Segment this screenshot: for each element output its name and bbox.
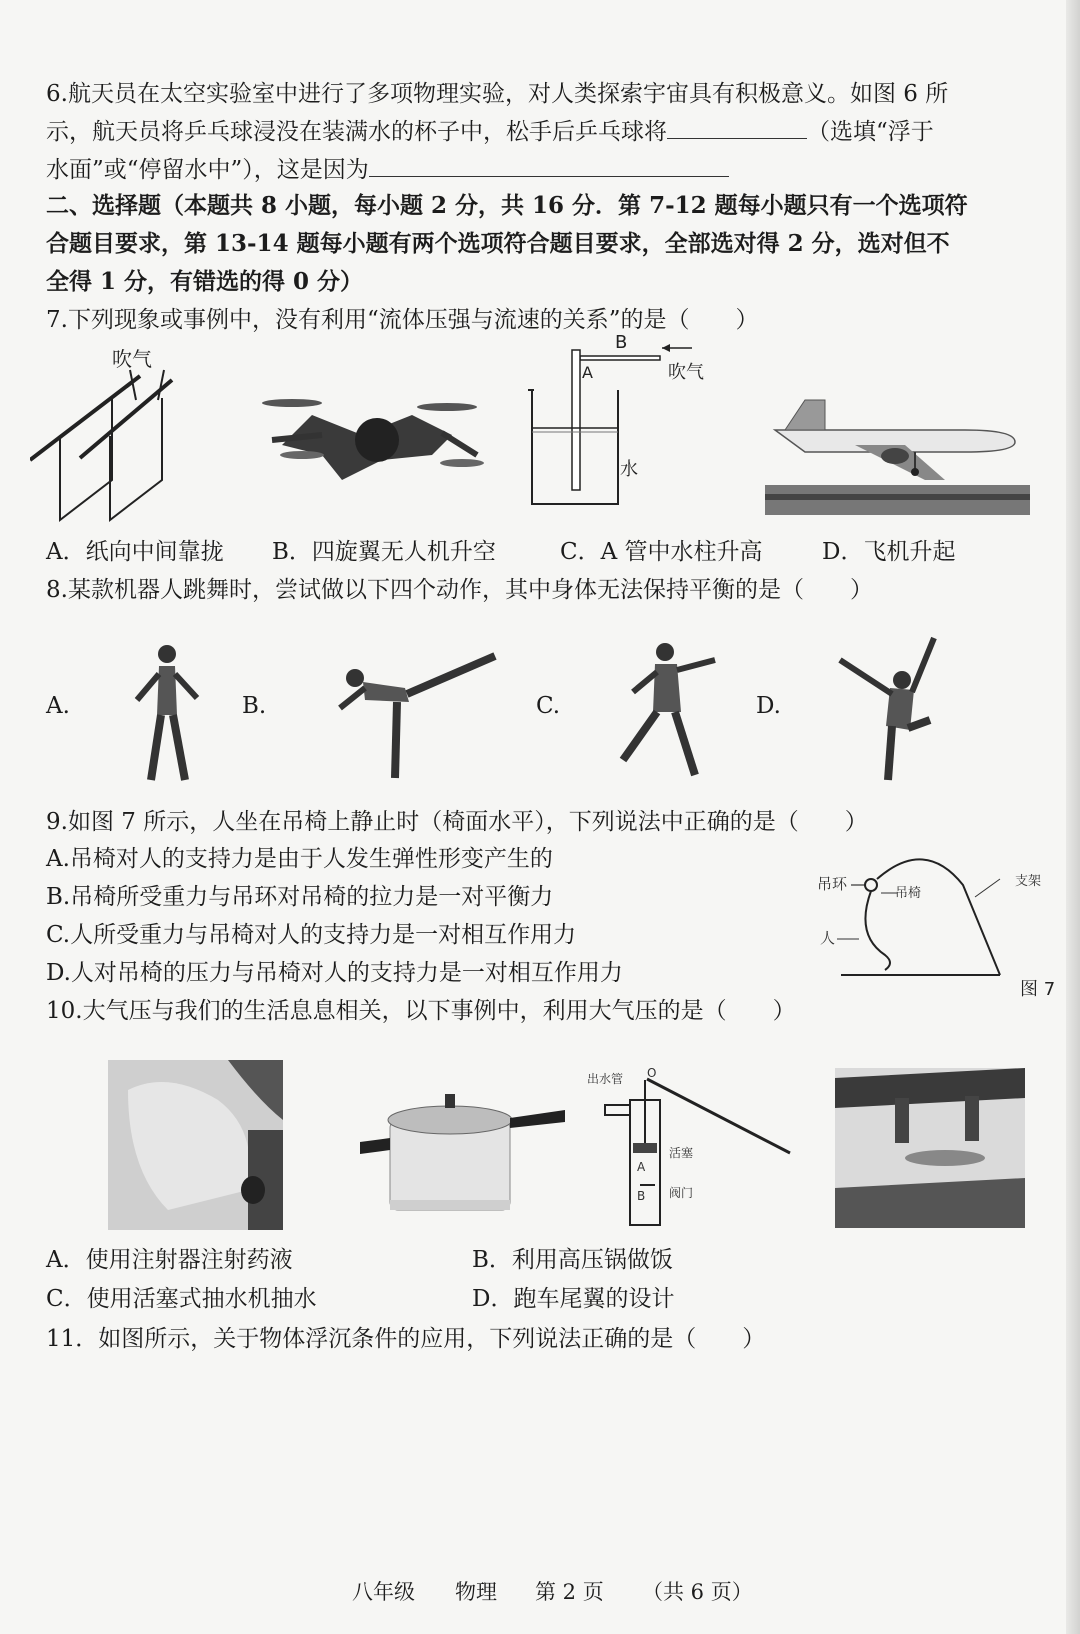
q10-option-b[interactable]: B．利用高压锅做饭	[472, 1247, 673, 1273]
q6-blank2[interactable]	[369, 158, 729, 177]
q10-stem: 10.大气压与我们的生活息息相关，以下事例中，利用大气压的是（ ）	[46, 998, 796, 1024]
q10-diagram-piston-pump	[585, 1065, 810, 1230]
q8-label-b[interactable]: B.	[242, 693, 267, 719]
q10-photo-pressure-cooker	[360, 1080, 565, 1225]
q10-option-a[interactable]: A．使用注射器注射药液	[46, 1247, 293, 1273]
q10-pump-label-b: B	[637, 1189, 646, 1203]
q7-fig-c-label-water: 水	[620, 459, 638, 480]
q9-option-c[interactable]: C.人所受重力与吊椅对人的支持力是一对相互作用力	[46, 922, 577, 948]
footer-grade: 八年级	[352, 1580, 415, 1604]
q7-option-a[interactable]: A．纸向中间靠拢	[46, 539, 224, 565]
q9-fig-label-chair: 吊椅	[895, 886, 922, 901]
q9-fig-label-person: 人	[820, 929, 836, 947]
q7-figure-beaker	[520, 330, 735, 530]
q6-line2	[46, 118, 934, 146]
q10-pump-label-a: A	[637, 1160, 646, 1174]
q6-line2-tail: （选填“浮于	[807, 119, 934, 145]
q7-stem: 7.下列现象或事例中，没有利用“流体压强与流速的关系”的是（ ）	[46, 307, 759, 333]
q10-pump-label-piston: 活塞	[669, 1146, 694, 1160]
q9-option-a[interactable]: A.吊椅对人的支持力是由于人发生弹性形变产生的	[46, 846, 553, 872]
section2-line3: 全得 1 分，有错选的得 0 分）	[46, 268, 364, 295]
q9-fig-label-ring: 吊环	[817, 875, 848, 893]
q9-figure-hanging-chair	[815, 845, 1060, 1005]
q10-photo-car-spoiler	[835, 1068, 1025, 1228]
q7-fig-c-label-b: B	[615, 332, 628, 353]
section2-line1: 二、选择题（本题共 8 小题，每小题 2 分，共 16 分．第 7-12 题每小题只有一个选项符	[46, 192, 968, 219]
q7-figure-paper	[30, 340, 200, 530]
q7-figure-airplane	[765, 390, 1035, 525]
section2-line2: 合题目要求，第 13-14 题每小题有两个选项符合题目要求，全部选对得 2 分，选对但不	[46, 230, 950, 257]
q11-stem: 11．如图所示，关于物体浮沉条件的应用，下列说法正确的是（ ）	[46, 1326, 766, 1352]
q10-pump-label-o: O	[647, 1066, 657, 1080]
q7-option-d[interactable]: D．飞机升起	[822, 539, 956, 565]
footer-subject: 物理	[455, 1580, 497, 1604]
q8-robot-b	[325, 648, 505, 788]
q6-line3	[46, 156, 729, 184]
q10-photo-syringe	[108, 1060, 283, 1230]
q9-fig-label-bracket: 支架	[1015, 874, 1042, 889]
q7-option-c[interactable]: C．A 管中水柱升高	[560, 539, 763, 565]
q7-fig-c-label-blow: 吹气	[668, 362, 704, 383]
q10-option-d[interactable]: D．跑车尾翼的设计	[472, 1286, 675, 1312]
q8-robot-d	[830, 630, 950, 790]
q9-option-b[interactable]: B.吊椅所受重力与吊环对吊椅的拉力是一对平衡力	[46, 884, 554, 910]
q6-blank1[interactable]	[667, 120, 807, 139]
q8-label-a[interactable]: A.	[46, 693, 70, 719]
q8-label-d[interactable]: D.	[756, 693, 781, 719]
q6-line1: 6.航天员在太空实验室中进行了多项物理实验，对人类探索宇宙具有积极意义。如图 6 所	[46, 81, 949, 107]
q8-stem: 8.某款机器人跳舞时，尝试做以下四个动作，其中身体无法保持平衡的是（ ）	[46, 577, 873, 603]
q8-label-c[interactable]: C.	[536, 693, 561, 719]
footer-page: 第 2 页	[535, 1580, 604, 1604]
q6-line2-text: 示，航天员将乒乓球浸没在装满水的杯子中，松手后乒乓球将	[46, 119, 667, 145]
page-edge-shadow	[1066, 0, 1080, 1634]
q9-option-d[interactable]: D.人对吊椅的压力与吊椅对人的支持力是一对相互作用力	[46, 960, 623, 986]
q9-fig-caption: 图 7	[1020, 979, 1056, 1000]
q10-pump-label-valve: 阀门	[669, 1186, 694, 1200]
q10-pump-label-outlet: 出水管	[587, 1072, 624, 1086]
q7-figure-drone	[262, 385, 492, 495]
footer-total: （共 6 页）	[642, 1580, 753, 1604]
q7-option-b[interactable]: B．四旋翼无人机升空	[272, 539, 496, 565]
q10-option-c[interactable]: C．使用活塞式抽水机抽水	[46, 1286, 317, 1312]
q8-robot-a	[125, 640, 215, 795]
q8-robot-c	[615, 640, 735, 790]
q7-fig-c-label-a: A	[582, 363, 593, 382]
q6-line3-text: 水面”或“停留水中”），这是因为	[46, 157, 369, 183]
q9-stem: 9.如图 7 所示，人坐在吊椅上静止时（椅面水平），下列说法中正确的是（ ）	[46, 809, 868, 835]
q7-fig-a-label: 吹气	[112, 347, 152, 371]
